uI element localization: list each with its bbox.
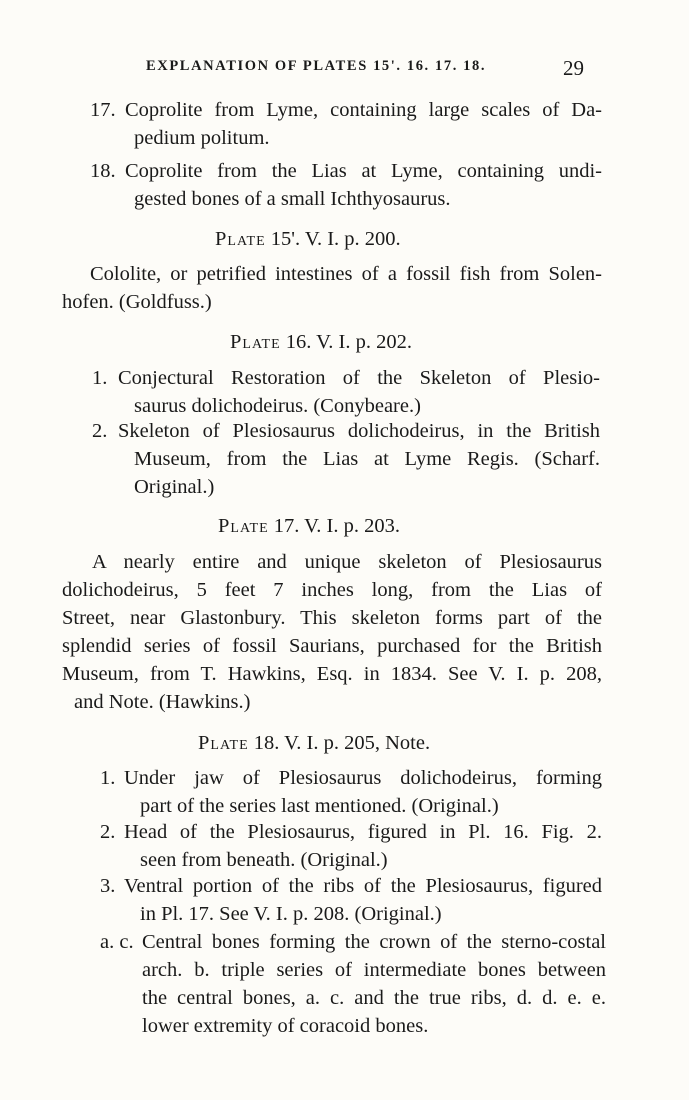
plate-18-item-1-line2: part of the series last mentioned. (Original.) bbox=[140, 795, 499, 817]
plate-16-item-1-line2: saurus dolichodeirus. (Conybeare.) bbox=[134, 395, 421, 417]
plate-15-para-line2: hofen. (Goldfuss.) bbox=[62, 291, 212, 313]
item-18-line2: gested bones of a small Ichthyosaurus. bbox=[134, 188, 451, 210]
running-head: EXPLANATION OF PLATES 15'. 16. 17. 18. bbox=[146, 58, 487, 74]
plate-18-item-ac-label: a. c. bbox=[100, 931, 134, 953]
plate-18-item-ac-line2: arch. b. triple series of intermediate bones between bbox=[142, 959, 606, 981]
plate-17-para-line1: A nearly entire and unique skeleton of Plesiosaurus bbox=[92, 551, 602, 573]
plate-18-item-num-1: 1. bbox=[100, 767, 116, 789]
plate-18-item-ac-line4: lower extremity of coracoid bones. bbox=[142, 1015, 429, 1037]
plate-17-para-line5: Museum, from T. Hawkins, Esq. in 1834. See V. I. p. 208, bbox=[62, 663, 602, 685]
plate-15-para-line1: Cololite, or petrified intestines of a fossil fish from Solen- bbox=[90, 263, 602, 285]
plate-18-item-3-line2: in Pl. 17. See V. I. p. 208. (Original.) bbox=[140, 903, 442, 925]
plate-18-item-ac-line1: Central bones forming the crown of the sterno-costal bbox=[142, 931, 606, 953]
plate-17-ref: 17. V. I. p. 203. bbox=[273, 515, 400, 537]
plate-16-item-2-line2: Museum, from the Lias at Lyme Regis. (Scharf. bbox=[134, 448, 600, 470]
plate-18-item-ac-line3: the central bones, a. c. and the true ribs, d. d. e. e. bbox=[142, 987, 606, 1009]
plate-18-item-num-2: 2. bbox=[100, 821, 116, 843]
plate-18-item-3-line1: Ventral portion of the ribs of the Plesiosaurus, figured bbox=[124, 875, 602, 897]
plate-16-word: Plate bbox=[230, 331, 281, 353]
plate-16-item-2-line3: Original.) bbox=[134, 476, 215, 498]
item-num-17: 17. bbox=[90, 99, 116, 121]
plate-17-heading bbox=[218, 512, 400, 540]
plate-16-ref: 16. V. I. p. 202. bbox=[285, 331, 412, 353]
plate-15-word: Plate bbox=[215, 228, 266, 250]
plate-16-item-num-2: 2. bbox=[92, 420, 108, 442]
plate-17-para-line4: splendid series of fossil Saurians, purchased for the British bbox=[62, 635, 602, 657]
plate-18-word: Plate bbox=[198, 732, 249, 754]
page-number: 29 bbox=[563, 56, 584, 80]
plate-17-para-line2: dolichodeirus, 5 feet 7 inches long, from the Lias of bbox=[62, 579, 602, 601]
plate-16-item-2-line1: Skeleton of Plesiosaurus dolichodeirus, in the British bbox=[118, 420, 600, 442]
plate-17-para-line6: and Note. (Hawkins.) bbox=[74, 691, 251, 713]
plate-17-para-line3: Street, near Glastonbury. This skeleton forms part of the bbox=[62, 607, 602, 629]
plate-18-item-1-line1: Under jaw of Plesiosaurus dolichodeirus, forming bbox=[124, 767, 602, 789]
item-17-line2: pedium politum. bbox=[134, 127, 270, 149]
plate-16-item-num-1: 1. bbox=[92, 367, 108, 389]
item-17-line1: Coprolite from Lyme, containing large scales of Da- bbox=[125, 99, 602, 121]
item-num-18: 18. bbox=[90, 160, 116, 182]
plate-15-heading bbox=[215, 225, 401, 253]
item-18-line1: Coprolite from the Lias at Lyme, containing undi- bbox=[125, 160, 602, 182]
plate-16-heading bbox=[230, 328, 412, 356]
plate-16-item-1-line1: Conjectural Restoration of the Skeleton of Plesio- bbox=[118, 367, 600, 389]
plate-18-item-num-3: 3. bbox=[100, 875, 116, 897]
plate-18-ref: 18. V. I. p. 205, Note. bbox=[253, 732, 431, 754]
plate-18-item-2-line1: Head of the Plesiosaurus, figured in Pl. 16. Fig. 2. bbox=[124, 821, 602, 843]
plate-17-word: Plate bbox=[218, 515, 269, 537]
plate-15-ref: 15'. V. I. p. 200. bbox=[270, 228, 401, 250]
plate-18-item-2-line2: seen from beneath. (Original.) bbox=[140, 849, 388, 871]
plate-18-heading bbox=[198, 729, 430, 757]
